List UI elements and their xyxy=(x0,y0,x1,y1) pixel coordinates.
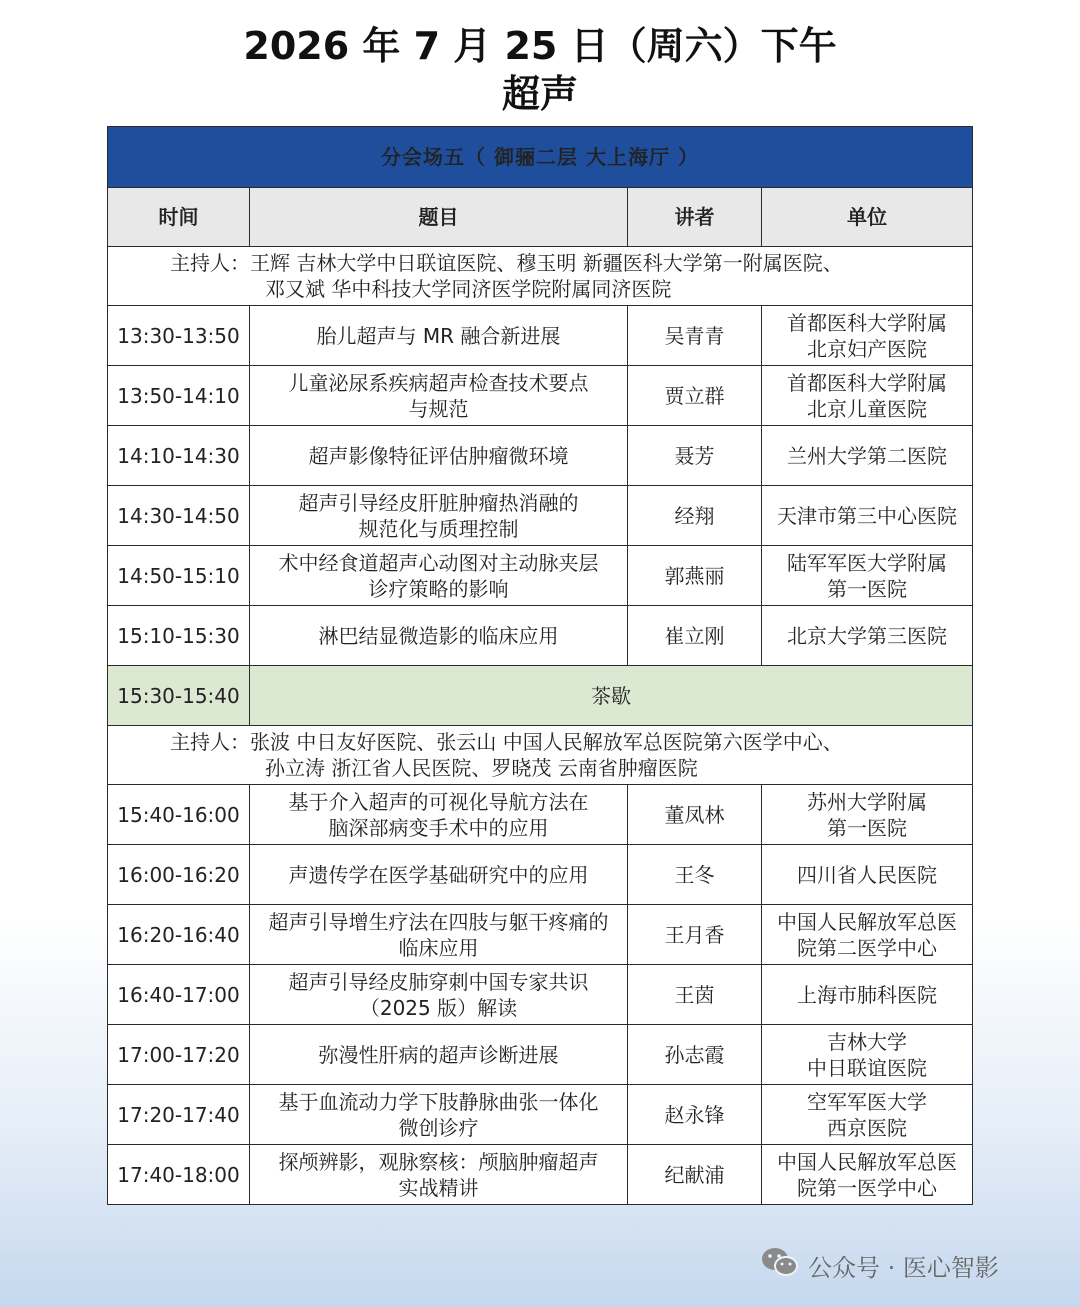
host-line: 孙立涛 浙江省人民医院、罗晓茂 云南省肿瘤医院 xyxy=(265,756,698,780)
topic-line: 与规范 xyxy=(408,396,469,421)
speaker-cell: 赵永锋 xyxy=(628,1085,762,1145)
time-cell: 15:40-16:00 xyxy=(108,785,250,845)
speaker-cell: 郭燕丽 xyxy=(628,546,762,606)
host-row-2 xyxy=(108,726,973,785)
speaker-cell: 崔立刚 xyxy=(628,606,762,666)
unit-cell xyxy=(762,546,973,606)
unit-line: 院第二医学中心 xyxy=(797,935,937,960)
topic-line: 基于介入超声的可视化导航方法在 xyxy=(288,789,589,814)
time-cell: 14:10-14:30 xyxy=(108,426,250,486)
unit-line: 中日联谊医院 xyxy=(807,1055,927,1080)
unit-cell xyxy=(762,845,973,905)
table-row xyxy=(108,546,973,606)
topic-cell xyxy=(250,486,628,546)
page-subtitle: 超声 xyxy=(501,72,578,116)
topic-cell xyxy=(250,905,628,965)
time-cell: 16:20-16:40 xyxy=(108,905,250,965)
topic-line: 诊疗策略的影响 xyxy=(368,576,509,601)
unit-line: 首都医科大学附属 xyxy=(787,370,947,395)
topic-line: 声遗传学在医学基础研究中的应用 xyxy=(288,862,589,887)
speaker-cell: 王茵 xyxy=(628,965,762,1025)
hall-header: 分会场五（ 御骊二层 大上海厅 ） xyxy=(108,127,973,188)
unit-cell xyxy=(762,366,973,426)
speaker-cell: 王冬 xyxy=(628,845,762,905)
topic-line: 微创诊疗 xyxy=(398,1115,479,1140)
speaker-cell: 董凤林 xyxy=(628,785,762,845)
unit-cell xyxy=(762,905,973,965)
unit-cell xyxy=(762,1145,973,1205)
unit-line: 北京儿童医院 xyxy=(807,396,927,421)
topic-line: （2025 版）解读 xyxy=(359,995,518,1020)
time-cell: 14:50-15:10 xyxy=(108,546,250,606)
topic-cell xyxy=(250,366,628,426)
unit-cell xyxy=(762,1025,973,1085)
watermark xyxy=(760,1245,999,1285)
unit-cell xyxy=(762,606,973,666)
unit-line: 兰州大学第二医院 xyxy=(787,443,947,468)
topic-line: 实战精讲 xyxy=(398,1175,479,1200)
unit-line: 吉林大学 xyxy=(827,1029,907,1054)
topic-line: 基于血流动力学下肢静脉曲张一体化 xyxy=(278,1089,599,1114)
break-label: 茶歇 xyxy=(250,666,973,726)
unit-cell xyxy=(762,486,973,546)
watermark-text: 公众号 · 医心智影 xyxy=(808,1253,999,1282)
topic-line: 弥漫性肝病的超声诊断进展 xyxy=(318,1042,559,1067)
table-row xyxy=(108,965,973,1025)
speaker-cell: 纪献浦 xyxy=(628,1145,762,1205)
unit-line: 首都医科大学附属 xyxy=(787,310,947,335)
unit-line: 上海市肺科医院 xyxy=(797,982,937,1007)
time-cell: 13:30-13:50 xyxy=(108,306,250,366)
table-row xyxy=(108,1085,973,1145)
unit-cell xyxy=(762,306,973,366)
unit-line: 陆军军医大学附属 xyxy=(787,550,947,575)
break-time-cell: 15:30-15:40 xyxy=(108,666,250,726)
column-header-unit: 单位 xyxy=(762,188,973,247)
topic-line: 规范化与质理控制 xyxy=(358,516,519,541)
time-cell: 14:30-14:50 xyxy=(108,486,250,546)
unit-cell xyxy=(762,426,973,486)
speaker-cell: 贾立群 xyxy=(628,366,762,426)
unit-cell xyxy=(762,785,973,845)
topic-line: 淋巴结显微造影的临床应用 xyxy=(318,623,559,648)
time-cell: 17:40-18:00 xyxy=(108,1145,250,1205)
topic-cell xyxy=(250,546,628,606)
column-header-speaker: 讲者 xyxy=(628,188,762,247)
topic-cell xyxy=(250,426,628,486)
unit-cell xyxy=(762,1085,973,1145)
wechat-icon xyxy=(760,1245,800,1285)
topic-cell xyxy=(250,1085,628,1145)
time-cell: 13:50-14:10 xyxy=(108,366,250,426)
time-cell: 16:00-16:20 xyxy=(108,845,250,905)
topic-line: 胎儿超声与 MR 融合新进展 xyxy=(316,323,561,348)
unit-line: 北京妇产医院 xyxy=(807,336,927,361)
topic-cell xyxy=(250,1145,628,1205)
table-row xyxy=(108,426,973,486)
unit-cell xyxy=(762,965,973,1025)
unit-line: 第一医院 xyxy=(827,815,907,840)
time-cell: 15:10-15:30 xyxy=(108,606,250,666)
table-row xyxy=(108,306,973,366)
host-row-1 xyxy=(108,247,973,306)
unit-line: 中国人民解放军总医 xyxy=(777,1149,957,1174)
topic-line: 儿童泌尿系疾病超声检查技术要点 xyxy=(288,370,589,395)
table-row xyxy=(108,785,973,845)
table-row xyxy=(108,905,973,965)
topic-line: 术中经食道超声心动图对主动脉夹层 xyxy=(278,550,599,575)
table-row xyxy=(108,606,973,666)
unit-line: 院第一医学中心 xyxy=(797,1175,937,1200)
table-row xyxy=(108,486,973,546)
topic-cell xyxy=(250,965,628,1025)
host-line: 邓又斌 华中科技大学同济医学院附属同济医院 xyxy=(265,277,672,301)
table-row xyxy=(108,1025,973,1085)
host-cell xyxy=(108,726,973,785)
unit-line: 四川省人民医院 xyxy=(797,862,937,887)
topic-cell xyxy=(250,306,628,366)
table-row xyxy=(108,366,973,426)
unit-line: 第一医院 xyxy=(827,576,907,601)
speaker-cell: 孙志霞 xyxy=(628,1025,762,1085)
time-cell: 17:00-17:20 xyxy=(108,1025,250,1085)
topic-cell xyxy=(250,785,628,845)
topic-cell xyxy=(250,845,628,905)
unit-line: 苏州大学附属 xyxy=(807,789,927,814)
topic-line: 超声引导增生疗法在四肢与躯干疼痛的 xyxy=(268,909,609,934)
topic-line: 超声引导经皮肺穿刺中国专家共识 xyxy=(288,969,589,994)
unit-line: 西京医院 xyxy=(827,1115,907,1140)
host-cell xyxy=(108,247,973,306)
column-header-topic: 题目 xyxy=(250,188,628,247)
unit-line: 中国人民解放军总医 xyxy=(777,909,957,934)
host-line: 主持人：王辉 吉林大学中日联谊医院、穆玉明 新疆医科大学第一附属医院、 xyxy=(170,251,843,275)
unit-line: 空军军医大学 xyxy=(807,1089,927,1114)
page-title: 2026 年 7 月 25 日（周六）下午 xyxy=(243,24,837,68)
unit-line: 天津市第三中心医院 xyxy=(777,503,957,528)
table-row xyxy=(108,1145,973,1205)
column-header-time: 时间 xyxy=(108,188,250,247)
topic-line: 探颅辨影，观脉察核：颅脑肿瘤超声 xyxy=(278,1149,599,1174)
speaker-cell: 聂芳 xyxy=(628,426,762,486)
table-row xyxy=(108,845,973,905)
unit-line: 北京大学第三医院 xyxy=(787,623,947,648)
time-cell: 17:20-17:40 xyxy=(108,1085,250,1145)
schedule-table xyxy=(107,126,973,1205)
break-row xyxy=(108,666,973,726)
host-line: 主持人：张波 中日友好医院、张云山 中国人民解放军总医院第六医学中心、 xyxy=(170,730,843,754)
time-cell: 16:40-17:00 xyxy=(108,965,250,1025)
topic-line: 超声引导经皮肝脏肿瘤热消融的 xyxy=(298,490,579,515)
speaker-cell: 经翔 xyxy=(628,486,762,546)
speaker-cell: 吴青青 xyxy=(628,306,762,366)
topic-line: 临床应用 xyxy=(398,935,479,960)
topic-line: 脑深部病变手术中的应用 xyxy=(328,815,549,840)
topic-cell xyxy=(250,1025,628,1085)
topic-line: 超声影像特征评估肿瘤微环境 xyxy=(308,443,569,468)
topic-cell xyxy=(250,606,628,666)
speaker-cell: 王月香 xyxy=(628,905,762,965)
